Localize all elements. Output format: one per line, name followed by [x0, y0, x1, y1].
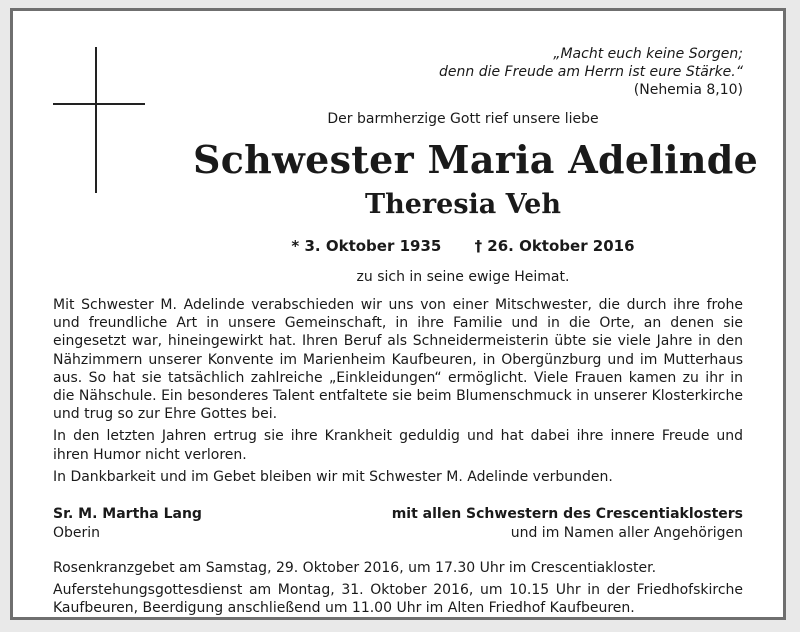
community-name: mit allen Schwestern des Crescentiaklosters — [391, 506, 743, 522]
signer-title: Oberin — [53, 525, 101, 541]
intro-line: Der barmherzige Gott rief unsere liebe — [327, 111, 599, 127]
quote-line-1: „Macht euch keine Sorgen; — [553, 46, 743, 62]
quote-reference: (Nehemia 8,10) — [633, 82, 743, 98]
paragraph: In den letzten Jahren ertrug sie ihre Krankheit geduldig und hat dabei ihre innere Freude und ihren Humor nicht verloren. — [53, 428, 743, 463]
cross-icon — [95, 47, 97, 193]
community-sub: und im Namen aller Angehörigen — [510, 525, 743, 541]
rosary-note: Rosenkranzgebet am Samstag, 29. Oktober 2016, um 17.30 Uhr im Crescentiakloster. — [53, 560, 657, 576]
quote-line-2: denn die Freude am Herrn ist eure Stärke.“ — [439, 64, 743, 80]
obituary-text — [53, 296, 743, 490]
death-date: † 26. Oktober 2016 — [474, 237, 635, 255]
life-dates — [193, 237, 733, 255]
signature-left — [53, 505, 202, 543]
signer-name: Sr. M. Martha Lang — [53, 506, 202, 522]
cross-icon-bar — [53, 103, 145, 105]
deceased-name: Schwester Maria Adelinde — [193, 137, 759, 182]
signature-right — [392, 505, 743, 543]
service-note: Auferstehungsgottesdienst am Montag, 31. Oktober 2016, um 10.15 Uhr in der Friedhofskirche Kaufbeuren, Beerdigung anschließend um 11.00 Uhr im Alten Friedhof Kaufbeuren. — [53, 581, 743, 616]
service-notes — [53, 559, 743, 621]
deceased-civil-name: Theresia Veh — [365, 189, 561, 220]
paragraph: Mit Schwester M. Adelinde verabschieden wir uns von einer Mitschwester, die durch ihre frohe und freundliche Art in unsere Gemeinschaft, in ihre Familie und in die Orte, an denen sie eingesetzt war, hineingewirkt hat. Ihren Beruf als Schneidermeisterin übte sie viele Jahre in den Nähzimmern unserer Konvente im Marienheim Kaufbeuren, in Obergünzburg und im Mutterhaus aus. So hat sie tatsächlich zahlreiche „Einkleidungen“ ermöglicht. Viele Frauen kamen zu ihr in die Nähschule. Ein besonderes Talent entfaltete sie beim Blumenschmuck in unserer Klosterkirche und trug so zur Ehre Gottes bei. — [53, 297, 743, 423]
heimat-line: zu sich in seine ewige Heimat. — [356, 269, 570, 285]
paragraph: In Dankbarkeit und im Gebet bleiben wir mit Schwester M. Adelinde verbunden. — [53, 468, 613, 485]
birth-date: * 3. Oktober 1935 — [291, 237, 442, 255]
obituary-card — [10, 8, 786, 620]
bible-quote — [439, 45, 743, 99]
